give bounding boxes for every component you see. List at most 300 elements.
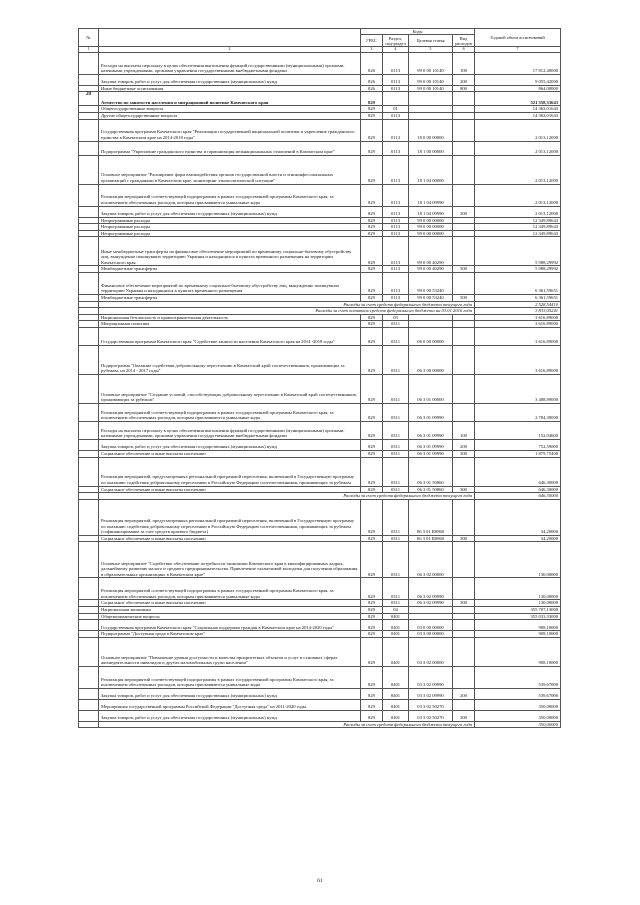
row-num-cell (79, 308, 99, 315)
section-code-cell: 0311 (383, 403, 409, 421)
amount-cell: 752,59000 (475, 439, 561, 450)
amount-cell: 2 784,39000 (475, 403, 561, 421)
expense-type-cell (453, 314, 475, 321)
expense-type-cell (453, 272, 475, 294)
item-name-cell: Межбюджетные трансферты (99, 294, 361, 301)
expense-type-cell (453, 141, 475, 155)
expense-type-cell (453, 637, 475, 666)
amount-cell: 3 616,89000 (475, 345, 561, 374)
grbs-code-cell: 829 (361, 542, 383, 578)
section-code-cell: 0401 (383, 613, 409, 620)
table-row (79, 217, 561, 224)
grbs-code-cell: 829 (361, 155, 383, 184)
col-index: 2 (99, 47, 361, 52)
funding-note: Расходы за счет средств федерального бюджета текущего года (99, 721, 475, 728)
col-index: 6 (453, 47, 475, 52)
item-name-cell: Непрограммные расходы (99, 217, 361, 224)
table-row (79, 613, 561, 620)
amount-cell: 6 361,59651 (475, 294, 561, 301)
table-row (79, 450, 561, 457)
target-code-cell: 99 0 00 00000 (409, 230, 453, 237)
section-code-cell: 0113 (383, 272, 409, 294)
amount-cell: 1 879,75400 (475, 450, 561, 457)
amount-cell: 130,00000 (475, 578, 561, 600)
section-code-cell: 0311 (383, 542, 409, 578)
item-name-cell: Государственная программа Камчатского края "Реализация государственной национальной политики и укрепление гражданского единства в Камчатском крае на 2014-2018 годы" (99, 119, 361, 141)
grbs-code-cell: 829 (361, 421, 383, 439)
grbs-code-cell: 829 (361, 374, 383, 403)
expense-type-cell: 500 (453, 266, 475, 273)
item-name-cell: Непрограммные расходы (99, 224, 361, 231)
page-number: 61 (317, 878, 323, 884)
row-num-cell (79, 600, 99, 607)
row-num-cell (79, 230, 99, 237)
target-code-cell: 03 3 02 09990 (409, 688, 453, 699)
expense-type-cell: 200 (453, 439, 475, 450)
amount-cell: 2 528,54410 (475, 301, 561, 308)
col-grbs-header: ГРБС (361, 35, 383, 47)
item-name-cell: Расходы на выплаты персоналу в целях обеспечения выполнения функций государственными (муниципальными) органами, казенными учреждениями, органами управления государственными внебюджетными фондами (99, 52, 361, 74)
amount-cell: 2 013,12000 (475, 141, 561, 155)
item-name-cell: Финансовое обеспечение мероприятий по временному социально-бытовому обустройству лиц, вынужденно покинувших территорию Украины и находящихся в пунктах временного размещения (99, 272, 361, 294)
table-row (79, 321, 561, 328)
target-code-cell (409, 613, 453, 620)
item-name-cell: Национальная безопасность и правоохранительная деятельность (99, 314, 361, 321)
section-code-cell: 0401 (383, 631, 409, 638)
target-code-cell: 99 0 00 53240 (409, 294, 453, 301)
target-code-cell: 06 3 01 09990 (409, 450, 453, 457)
expense-type-cell: 200 (453, 206, 475, 217)
target-code-cell: 06 3 01 09990 (409, 403, 453, 421)
table-row (79, 374, 561, 403)
amount-cell: 646,30000 (475, 457, 561, 486)
row-num-cell (79, 439, 99, 450)
item-name-cell: Социальное обеспечение и иные выплаты населению (99, 486, 361, 493)
codes-group-header: Коды (361, 29, 475, 35)
section-code-cell: 0113 (383, 74, 409, 85)
grbs-code-cell: 829 (361, 272, 383, 294)
target-code-cell: 18 1 04 00000 (409, 155, 453, 184)
table-row (79, 666, 561, 688)
section-code-cell: 0311 (383, 421, 409, 439)
grbs-code-cell: 829 (361, 666, 383, 688)
expense-type-cell: 500 (453, 294, 475, 301)
grbs-code-cell: 829 (361, 620, 383, 631)
row-num-cell (79, 374, 99, 403)
row-num-cell (79, 217, 99, 224)
amount-cell: 3 616,89000 (475, 314, 561, 321)
row-num-cell (79, 606, 99, 613)
section-code-cell: 0113 (383, 217, 409, 224)
amount-cell: 14 363,01643 (475, 106, 561, 113)
section-code-cell: 0311 (383, 345, 409, 374)
expense-type-cell (453, 119, 475, 141)
item-name-cell: Реализация мероприятий соответствующей подпрограммы в рамках государственной программы Камчатского края, за исключением обеспеченных расходов, которым присваиваются уникальные коды (99, 184, 361, 206)
row-num-cell (79, 155, 99, 184)
col-exp-header: Вид расходов (453, 35, 475, 47)
expense-type-cell (453, 613, 475, 620)
target-code-cell: 06 3 01 09990 (409, 439, 453, 450)
item-name-cell: Закупка товаров, работ и услуг для обеспечения государственных (муниципальных) нужд (99, 688, 361, 699)
section-code-cell: 0401 (383, 699, 409, 710)
table-row (79, 578, 561, 600)
table-row (79, 184, 561, 206)
item-name-cell: Социальное обеспечение и иные выплаты населению (99, 450, 361, 457)
target-code-cell: 06 0 00 00000 (409, 327, 453, 345)
expense-type-cell: 100 (453, 52, 475, 74)
expense-type-cell: 300 (453, 600, 475, 607)
target-code-cell: 06 3 01 50860 (409, 457, 453, 486)
table-row (79, 85, 561, 92)
row-num-cell (79, 184, 99, 206)
target-code-cell: 03 3 00 00000 (409, 631, 453, 638)
table-row (79, 314, 561, 321)
amount-cell: 130,00000 (475, 542, 561, 578)
table-row (79, 699, 561, 710)
expense-type-cell (453, 542, 475, 578)
col-total-header: Годовой объем ассигнований (475, 29, 561, 47)
funding-note: Расходы за счет остатков средств федерального бюджета на 01.01.2016 года (99, 308, 475, 315)
section-code-cell: 04 (383, 606, 409, 613)
table-row (79, 155, 561, 184)
table-row (79, 606, 561, 613)
grbs-code-cell: 829 (361, 230, 383, 237)
grbs-code-cell: 829 (361, 294, 383, 301)
target-code-cell: 06 3 00 00000 (409, 345, 453, 374)
table-row (79, 119, 561, 141)
budget-sheet (78, 28, 560, 728)
table-row (79, 486, 561, 493)
section-code-cell: 0311 (383, 499, 409, 535)
expense-type-cell (453, 345, 475, 374)
target-code-cell: 06 3 02 09990 (409, 578, 453, 600)
section-code-cell: 0401 (383, 710, 409, 721)
table-row (79, 224, 561, 231)
section-code-cell: 0311 (383, 450, 409, 457)
target-code-cell (409, 106, 453, 113)
item-name-cell: Реализация мероприятий соответствующей подпрограммы в рамках государственной программы Камчатского края, за исключением обеспеченных расходов, которым присваиваются уникальные коды (99, 578, 361, 600)
item-name-cell: Реализация мероприятий, предусмотренных региональной программой переселения, включенной в Государственную программу по оказанию содействия добровольному переселению в Российскую Федерацию соотечественников, проживающих за рубежом (софинансирование за счет средств краевого бюджета) (99, 499, 361, 535)
expense-type-cell (453, 92, 475, 106)
section-code-cell: 0113 (383, 119, 409, 141)
item-name-cell: Государственная программа Камчатского края "Социальная поддержка граждан в Камчатском крае на 2014-2020 годы" (99, 620, 361, 631)
table-row (79, 237, 561, 266)
row-num-cell (79, 272, 99, 294)
grbs-code-cell: 829 (361, 486, 383, 493)
col-target-header: Целевая статья (409, 35, 453, 47)
section-code-cell: 0311 (383, 578, 409, 600)
amount-cell: 908,10000 (475, 637, 561, 666)
expense-type-cell (453, 155, 475, 184)
amount-cell: 5 988,29992 (475, 266, 561, 273)
expense-type-cell (453, 666, 475, 688)
col-index: 4 (383, 47, 409, 52)
amount-cell: 152,04600 (475, 421, 561, 439)
section-code-cell: 0311 (383, 374, 409, 403)
row-num-cell (79, 314, 99, 321)
item-name-cell: Иные бюджетные ассигнования (99, 85, 361, 92)
table-row (79, 272, 561, 294)
table-row (79, 710, 561, 721)
row-num-cell (79, 578, 99, 600)
target-code-cell (409, 321, 453, 328)
table-row (79, 637, 561, 666)
grbs-code-cell: 829 (361, 600, 383, 607)
row-num-cell (79, 613, 99, 620)
expense-type-cell: 200 (453, 710, 475, 721)
table-row (79, 721, 561, 728)
section-code-cell: 0401 (383, 620, 409, 631)
expense-type-cell (453, 631, 475, 638)
target-code-cell (409, 113, 453, 120)
grbs-code-cell: 829 (361, 217, 383, 224)
amount-cell: 130,00000 (475, 600, 561, 607)
table-row (79, 620, 561, 631)
row-num-cell (79, 119, 99, 141)
grbs-code-cell: 829 (361, 106, 383, 113)
amount-cell: 2 013,12000 (475, 119, 561, 141)
col-index: 1 (79, 47, 99, 52)
row-num-cell (79, 631, 99, 638)
amount-cell: 355 707,13000 (475, 606, 561, 613)
grbs-code-cell: 829 (361, 578, 383, 600)
table-row (79, 141, 561, 155)
row-num-cell (79, 237, 99, 266)
budget-table (78, 28, 561, 728)
table-row (79, 493, 561, 500)
col-section-header: Раздел, под-раздел (383, 35, 409, 47)
item-name-cell: Основное мероприятие "Расширение форм взаимодействия органов государственной власти и этноконфессиональных организаций с гражданами в Камчатском крае, мониторинг этнополитической ситуации" (99, 155, 361, 184)
expense-type-cell (453, 184, 475, 206)
amount-cell: 355 033,33000 (475, 613, 561, 620)
section-code-cell: 0113 (383, 52, 409, 74)
target-code-cell (409, 92, 453, 106)
item-name-cell: Социальное обеспечение и иные выплаты населению (99, 535, 361, 542)
amount-cell: 350,00000 (475, 699, 561, 710)
row-num-cell (79, 699, 99, 710)
section-code-cell: 0113 (383, 113, 409, 120)
item-name-cell: Подпрограмма "Укрепление гражданского единства и гармонизация межнациональных отношений в Камчатском крае" (99, 141, 361, 155)
item-name-cell: Государственная программа Камчатского края "Содействие занятости населения Камчатского края на 2014 -2018 годы" (99, 327, 361, 345)
target-code-cell: 99 0 00 53240 (409, 272, 453, 294)
row-num-cell (79, 450, 99, 457)
target-code-cell: 06 3 01 R0860 (409, 499, 453, 535)
amount-cell: 3 616,89000 (475, 327, 561, 345)
table-row (79, 92, 561, 106)
amount-cell: 12 349,89643 (475, 230, 561, 237)
grbs-code-cell: 829 (361, 439, 383, 450)
amount-cell: 646,30000 (475, 486, 561, 493)
item-name-cell: Основное мероприятие "Повышение уровня доступности и качества приоритетных объектов и услуг в основных сферах жизнедеятельности инвалидов и других маломобильных групп населения" (99, 637, 361, 666)
table-row (79, 631, 561, 638)
item-name-cell: Закупка товаров, работ и услуг для обеспечения государственных (муниципальных) нужд (99, 439, 361, 450)
item-name-cell: Межбюджетные трансферты (99, 266, 361, 273)
grbs-code-cell: 829 (361, 699, 383, 710)
row-num-cell (79, 637, 99, 666)
target-code-cell: 18 1 04 09990 (409, 184, 453, 206)
expense-type-cell (453, 113, 475, 120)
expense-type-cell (453, 457, 475, 486)
expense-type-cell: 800 (453, 85, 475, 92)
amount-cell: 521 358,33643 (475, 92, 561, 106)
amount-cell: 539,67000 (475, 688, 561, 699)
section-code-cell (383, 92, 409, 106)
grbs-code-cell: 829 (361, 184, 383, 206)
target-code-cell: 18 1 04 09990 (409, 206, 453, 217)
amount-cell: 3 616,89000 (475, 321, 561, 328)
row-num-cell (79, 403, 99, 421)
table-row (79, 106, 561, 113)
row-num-cell (79, 620, 99, 631)
item-name-cell: Основное мероприятие "Содействие обеспечению потребности экономики Камчатского края в квалифицированных кадрах, дальнейшему развитию малого и среднего предпринимательства. Привлечение талантливой молодежи для получения образования в образовательных организациях в Камчатском крае" (99, 542, 361, 578)
item-name-cell: Мероприятия государственной программы Российской Федерации "Доступная среда" на 2011-2020 годы (99, 699, 361, 710)
amount-cell: 17 812,40000 (475, 52, 561, 74)
row-num-cell (79, 74, 99, 85)
expense-type-cell: 200 (453, 688, 475, 699)
target-code-cell (409, 606, 453, 613)
grbs-code-cell: 826 (361, 74, 383, 85)
table-row (79, 327, 561, 345)
amount-cell: 646,30000 (475, 493, 561, 500)
expense-type-cell (453, 106, 475, 113)
row-num-cell (79, 266, 99, 273)
target-code-cell: 99 0 00 10140 (409, 52, 453, 74)
section-code-cell: 0311 (383, 321, 409, 328)
item-name-cell: Непрограммные расходы (99, 230, 361, 237)
item-name-cell: Подпрограмма "Оказание содействия добровольному переселению в Камчатский край соотечественников, проживающих за рубежом, на 2014 - 2017 годы" (99, 345, 361, 374)
row-num-cell (79, 106, 99, 113)
section-code-cell: 0113 (383, 224, 409, 231)
target-code-cell (409, 314, 453, 321)
row-num-cell (79, 666, 99, 688)
grbs-code-cell: 829 (361, 535, 383, 542)
row-num-cell (79, 499, 99, 535)
amount-cell: 34,20000 (475, 535, 561, 542)
row-num-cell (79, 294, 99, 301)
grbs-code-cell: 829 (361, 92, 383, 106)
target-code-cell: 18 1 00 00000 (409, 141, 453, 155)
target-code-cell: 06 3 02 09990 (409, 600, 453, 607)
section-code-cell: 0113 (383, 184, 409, 206)
section-code-cell: 0113 (383, 206, 409, 217)
section-code-cell: 0311 (383, 486, 409, 493)
expense-type-cell (453, 606, 475, 613)
item-name-cell: Миграционная политика (99, 321, 361, 328)
expense-type-cell (453, 374, 475, 403)
amount-cell: 908,10000 (475, 631, 561, 638)
grbs-code-cell: 829 (361, 327, 383, 345)
grbs-code-cell: 829 (361, 266, 383, 273)
table-row (79, 499, 561, 535)
col-index: 5 (409, 47, 453, 52)
grbs-code-cell: 829 (361, 450, 383, 457)
col-index: 7 (475, 47, 561, 52)
row-num-cell (79, 321, 99, 328)
section-code-cell: 0113 (383, 237, 409, 266)
table-row (79, 308, 561, 315)
target-code-cell: 99 0 00 40290 (409, 237, 453, 266)
section-code-cell: 0113 (383, 294, 409, 301)
section-code-cell: 0113 (383, 141, 409, 155)
expense-type-cell: 300 (453, 486, 475, 493)
item-name-cell: Подпрограмма "Доступная среда в Камчатском крае" (99, 631, 361, 638)
grbs-code-cell: 829 (361, 206, 383, 217)
table-row (79, 294, 561, 301)
expense-type-cell: 200 (453, 74, 475, 85)
grbs-code-cell: 829 (361, 637, 383, 666)
amount-cell: 2 013,12000 (475, 155, 561, 184)
row-num-cell: 20 (79, 92, 99, 106)
table-row (79, 403, 561, 421)
grbs-code-cell: 829 (361, 499, 383, 535)
expense-type-cell: 300 (453, 535, 475, 542)
row-num-cell (79, 535, 99, 542)
table-row (79, 206, 561, 217)
target-code-cell: 06 3 01 R0860 (409, 535, 453, 542)
funding-note: Расходы за счет средств федерального бюджета текущего года (99, 493, 475, 500)
section-code-cell: 0113 (383, 155, 409, 184)
table-row (79, 542, 561, 578)
table-row (79, 345, 561, 374)
amount-cell: 5 988,29992 (475, 237, 561, 266)
expense-type-cell (453, 499, 475, 535)
item-name-cell: Общеэкономические вопросы (99, 613, 361, 620)
grbs-code-cell: 829 (361, 688, 383, 699)
grbs-code-cell: 829 (361, 606, 383, 613)
row-num-cell (79, 327, 99, 345)
expense-type-cell (453, 217, 475, 224)
target-code-cell: 06 3 01 00000 (409, 374, 453, 403)
table-row (79, 439, 561, 450)
item-name-cell: Реализация мероприятий, предусмотренных региональной программой переселения, включенной в Государственную программу по оказанию содействия добровольному переселению в Российскую Федерацию соотечественников, проживающих за рубежом (99, 457, 361, 486)
row-num-cell (79, 688, 99, 699)
row-num-cell (79, 721, 99, 728)
section-code-cell: 0311 (383, 457, 409, 486)
section-code-cell: 0401 (383, 688, 409, 699)
target-code-cell: 99 0 00 10140 (409, 74, 453, 85)
funding-note: Расходы за счет средств федерального бюджета текущего года (99, 301, 475, 308)
table-row (79, 688, 561, 699)
grbs-code-cell: 829 (361, 631, 383, 638)
target-code-cell: 06 3 01 50860 (409, 486, 453, 493)
table-row (79, 421, 561, 439)
row-num-cell (79, 52, 99, 74)
row-num-cell (79, 206, 99, 217)
section-code-cell: 03 (383, 314, 409, 321)
grbs-code-cell: 829 (361, 141, 383, 155)
target-code-cell: 03 0 00 00000 (409, 620, 453, 631)
col-index: 3 (361, 47, 383, 52)
grbs-code-cell: 829 (361, 710, 383, 721)
section-code-cell: 0113 (383, 266, 409, 273)
grbs-code-cell: 829 (361, 321, 383, 328)
grbs-code-cell: 829 (361, 457, 383, 486)
grbs-code-cell: 829 (361, 345, 383, 374)
amount-cell: 864,00000 (475, 85, 561, 92)
grbs-code-cell: 829 (361, 119, 383, 141)
item-name-cell: Закупка товаров, работ и услуг для обеспечения государственных (муниципальных) нужд (99, 206, 361, 217)
section-code-cell: 0311 (383, 439, 409, 450)
expense-type-cell (453, 699, 475, 710)
grbs-code-cell: 829 (361, 403, 383, 421)
table-body (79, 52, 561, 727)
target-code-cell: 06 3 01 09990 (409, 421, 453, 439)
table-row (79, 457, 561, 486)
amount-cell: 3 488,89000 (475, 374, 561, 403)
table-row (79, 74, 561, 85)
grbs-code-cell: 829 (361, 613, 383, 620)
item-name-cell: Социальное обеспечение и иные выплаты населению (99, 600, 361, 607)
